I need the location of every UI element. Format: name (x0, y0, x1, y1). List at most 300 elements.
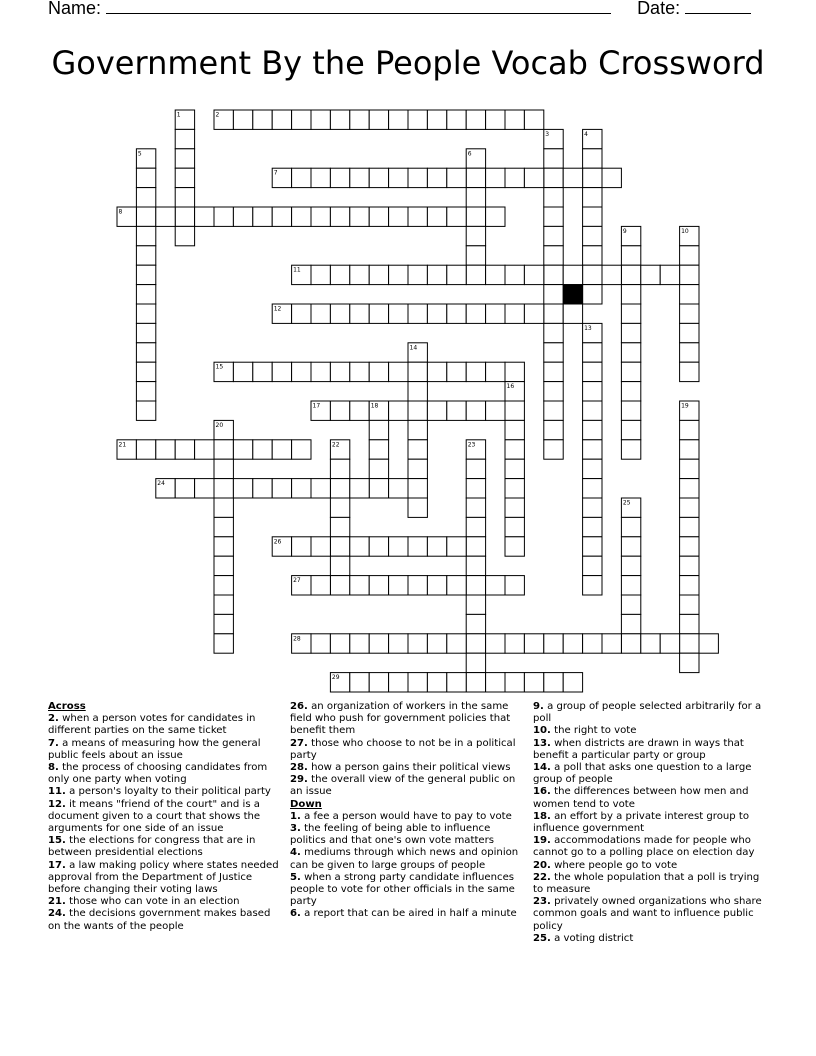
grid-cell[interactable] (583, 576, 602, 595)
grid-cell[interactable] (680, 498, 699, 517)
grid-cell[interactable] (408, 110, 427, 129)
grid-cell[interactable] (563, 634, 582, 653)
grid-cell[interactable] (602, 168, 621, 187)
grid-cell[interactable] (621, 343, 640, 362)
grid-cell[interactable] (486, 265, 505, 284)
grid-cell[interactable] (427, 576, 446, 595)
grid-cell[interactable] (524, 265, 543, 284)
grid-cell[interactable] (524, 168, 543, 187)
grid-cell[interactable] (427, 304, 446, 323)
grid-cell[interactable] (505, 420, 524, 439)
grid-cell[interactable] (408, 440, 427, 459)
grid-cell[interactable] (427, 265, 446, 284)
grid-cell[interactable] (175, 188, 194, 207)
grid-cell[interactable] (350, 576, 369, 595)
grid-cell[interactable] (389, 537, 408, 556)
grid-cell[interactable] (214, 459, 233, 478)
grid-cell[interactable] (505, 401, 524, 420)
grid-cell[interactable] (330, 459, 349, 478)
grid-cell[interactable] (427, 362, 446, 381)
grid-cell[interactable] (175, 168, 194, 187)
grid-cell[interactable] (544, 207, 563, 226)
grid-cell[interactable] (330, 362, 349, 381)
grid-cell[interactable] (680, 362, 699, 381)
grid-cell[interactable] (253, 110, 272, 129)
grid-cell[interactable] (466, 614, 485, 633)
grid-cell[interactable] (136, 304, 155, 323)
grid-cell[interactable] (602, 634, 621, 653)
grid-cell[interactable] (583, 420, 602, 439)
grid-cell[interactable] (136, 207, 155, 226)
grid-cell[interactable] (660, 265, 679, 284)
grid-cell[interactable] (544, 285, 563, 304)
grid-cell[interactable] (272, 440, 291, 459)
grid-cell[interactable] (680, 440, 699, 459)
grid-cell[interactable] (369, 634, 388, 653)
grid-cell[interactable] (680, 285, 699, 304)
grid-cell[interactable] (466, 168, 485, 187)
grid-cell[interactable] (311, 479, 330, 498)
grid-cell[interactable] (466, 304, 485, 323)
grid-cell[interactable] (680, 537, 699, 556)
grid-cell[interactable] (350, 401, 369, 420)
grid-cell[interactable] (583, 265, 602, 284)
grid-cell[interactable] (583, 382, 602, 401)
grid-cell[interactable] (311, 265, 330, 284)
grid-cell[interactable] (233, 479, 252, 498)
grid-cell[interactable] (602, 265, 621, 284)
grid-cell[interactable] (369, 362, 388, 381)
grid-cell[interactable] (214, 517, 233, 536)
grid-cell[interactable] (136, 362, 155, 381)
grid-cell[interactable] (524, 673, 543, 692)
grid-cell[interactable] (214, 614, 233, 633)
grid-cell[interactable] (486, 634, 505, 653)
grid-cell[interactable] (544, 246, 563, 265)
grid-cell[interactable] (369, 168, 388, 187)
grid-cell[interactable] (175, 129, 194, 148)
grid-cell[interactable] (486, 362, 505, 381)
grid-cell[interactable] (214, 207, 233, 226)
grid-cell[interactable] (311, 207, 330, 226)
grid-cell[interactable] (621, 285, 640, 304)
grid-cell[interactable] (583, 498, 602, 517)
grid-cell[interactable] (447, 110, 466, 129)
grid-cell[interactable] (447, 168, 466, 187)
grid-cell[interactable] (563, 168, 582, 187)
grid-cell[interactable] (175, 226, 194, 245)
grid-cell[interactable] (156, 207, 175, 226)
grid-cell[interactable] (389, 401, 408, 420)
grid-cell[interactable] (621, 576, 640, 595)
grid-cell[interactable] (486, 207, 505, 226)
grid-cell[interactable] (621, 265, 640, 284)
grid-cell[interactable] (505, 479, 524, 498)
grid-cell[interactable] (330, 537, 349, 556)
grid-cell[interactable] (583, 459, 602, 478)
grid-cell[interactable] (544, 343, 563, 362)
grid-cell[interactable] (466, 479, 485, 498)
grid-cell[interactable] (447, 634, 466, 653)
grid-cell[interactable] (408, 673, 427, 692)
grid-cell[interactable] (466, 246, 485, 265)
grid-cell[interactable] (330, 556, 349, 575)
grid-cell[interactable] (136, 343, 155, 362)
grid-cell[interactable] (447, 207, 466, 226)
grid-cell[interactable] (544, 265, 563, 284)
grid-cell[interactable] (408, 479, 427, 498)
grid-cell[interactable] (369, 110, 388, 129)
grid-cell[interactable] (408, 537, 427, 556)
grid-cell[interactable] (447, 401, 466, 420)
grid-cell[interactable] (505, 537, 524, 556)
grid-cell[interactable] (389, 362, 408, 381)
grid-cell[interactable] (486, 673, 505, 692)
grid-cell[interactable] (427, 537, 446, 556)
grid-cell[interactable] (544, 382, 563, 401)
grid-cell[interactable] (427, 168, 446, 187)
grid-cell[interactable] (350, 265, 369, 284)
grid-cell[interactable] (408, 265, 427, 284)
grid-cell[interactable] (680, 517, 699, 536)
grid-cell[interactable] (136, 168, 155, 187)
grid-cell[interactable] (369, 207, 388, 226)
grid-cell[interactable] (544, 323, 563, 342)
grid-cell[interactable] (214, 634, 233, 653)
grid-cell[interactable] (389, 673, 408, 692)
grid-cell[interactable] (350, 110, 369, 129)
grid-cell[interactable] (427, 673, 446, 692)
grid-cell[interactable] (214, 498, 233, 517)
grid-cell[interactable] (621, 420, 640, 439)
grid-cell[interactable] (466, 595, 485, 614)
grid-cell[interactable] (544, 168, 563, 187)
grid-cell[interactable] (311, 110, 330, 129)
grid-cell[interactable] (486, 576, 505, 595)
grid-cell[interactable] (447, 265, 466, 284)
grid-cell[interactable] (253, 207, 272, 226)
grid-cell[interactable] (175, 149, 194, 168)
grid-cell[interactable] (253, 440, 272, 459)
grid-cell[interactable] (680, 343, 699, 362)
grid-cell[interactable] (233, 207, 252, 226)
grid-cell[interactable] (583, 362, 602, 381)
grid-cell[interactable] (524, 110, 543, 129)
grid-cell[interactable] (505, 362, 524, 381)
grid-cell[interactable] (447, 673, 466, 692)
grid-cell[interactable] (369, 537, 388, 556)
grid-cell[interactable] (466, 653, 485, 672)
grid-cell[interactable] (447, 362, 466, 381)
grid-cell[interactable] (466, 537, 485, 556)
grid-cell[interactable] (330, 207, 349, 226)
grid-cell[interactable] (427, 207, 446, 226)
grid-cell[interactable] (466, 110, 485, 129)
grid-cell[interactable] (272, 207, 291, 226)
grid-cell[interactable] (505, 265, 524, 284)
grid-cell[interactable] (136, 401, 155, 420)
grid-cell[interactable] (175, 207, 194, 226)
grid-cell[interactable] (311, 537, 330, 556)
grid-cell[interactable] (292, 440, 311, 459)
grid-cell[interactable] (544, 362, 563, 381)
grid-cell[interactable] (427, 401, 446, 420)
grid-cell[interactable] (621, 537, 640, 556)
grid-cell[interactable] (195, 479, 214, 498)
grid-cell[interactable] (505, 440, 524, 459)
grid-cell[interactable] (175, 479, 194, 498)
grid-cell[interactable] (544, 420, 563, 439)
grid-cell[interactable] (408, 207, 427, 226)
grid-cell[interactable] (680, 420, 699, 439)
grid-cell[interactable] (680, 614, 699, 633)
grid-cell[interactable] (311, 362, 330, 381)
grid-cell[interactable] (466, 188, 485, 207)
grid-cell[interactable] (466, 556, 485, 575)
grid-cell[interactable] (272, 110, 291, 129)
grid-cell[interactable] (408, 168, 427, 187)
grid-cell[interactable] (544, 188, 563, 207)
grid-cell[interactable] (330, 304, 349, 323)
grid-cell[interactable] (680, 653, 699, 672)
grid-cell[interactable] (466, 362, 485, 381)
grid-cell[interactable] (369, 440, 388, 459)
grid-cell[interactable] (233, 362, 252, 381)
grid-cell[interactable] (350, 207, 369, 226)
grid-cell[interactable] (311, 304, 330, 323)
grid-cell[interactable] (136, 323, 155, 342)
grid-cell[interactable] (680, 265, 699, 284)
grid-cell[interactable] (350, 634, 369, 653)
grid-cell[interactable] (466, 459, 485, 478)
grid-cell[interactable] (330, 479, 349, 498)
grid-cell[interactable] (680, 304, 699, 323)
grid-cell[interactable] (369, 304, 388, 323)
grid-cell[interactable] (136, 226, 155, 245)
grid-cell[interactable] (292, 168, 311, 187)
grid-cell[interactable] (389, 576, 408, 595)
grid-cell[interactable] (524, 304, 543, 323)
grid-cell[interactable] (292, 304, 311, 323)
grid-cell[interactable] (544, 673, 563, 692)
grid-cell[interactable] (544, 440, 563, 459)
grid-cell[interactable] (466, 226, 485, 245)
grid-cell[interactable] (544, 304, 563, 323)
grid-cell[interactable] (621, 362, 640, 381)
grid-cell[interactable] (350, 537, 369, 556)
grid-cell[interactable] (680, 556, 699, 575)
grid-cell[interactable] (621, 304, 640, 323)
grid-cell[interactable] (466, 634, 485, 653)
grid-cell[interactable] (505, 634, 524, 653)
grid-cell[interactable] (330, 401, 349, 420)
grid-cell[interactable] (583, 634, 602, 653)
grid-cell[interactable] (447, 537, 466, 556)
grid-cell[interactable] (350, 304, 369, 323)
grid-cell[interactable] (466, 517, 485, 536)
grid-cell[interactable] (486, 110, 505, 129)
grid-cell[interactable] (486, 168, 505, 187)
grid-cell[interactable] (389, 304, 408, 323)
grid-cell[interactable] (583, 168, 602, 187)
grid-cell[interactable] (350, 673, 369, 692)
grid-cell[interactable] (311, 168, 330, 187)
grid-cell[interactable] (621, 401, 640, 420)
grid-cell[interactable] (505, 517, 524, 536)
grid-cell[interactable] (330, 110, 349, 129)
grid-cell[interactable] (544, 149, 563, 168)
grid-cell[interactable] (330, 498, 349, 517)
grid-cell[interactable] (583, 246, 602, 265)
grid-cell[interactable] (621, 246, 640, 265)
grid-cell[interactable] (253, 479, 272, 498)
grid-cell[interactable] (389, 265, 408, 284)
grid-cell[interactable] (583, 517, 602, 536)
grid-cell[interactable] (486, 304, 505, 323)
grid-cell[interactable] (233, 110, 252, 129)
grid-cell[interactable] (583, 479, 602, 498)
grid-cell[interactable] (389, 110, 408, 129)
grid-cell[interactable] (505, 304, 524, 323)
grid-cell[interactable] (369, 265, 388, 284)
grid-cell[interactable] (389, 207, 408, 226)
grid-cell[interactable] (408, 498, 427, 517)
grid-cell[interactable] (330, 265, 349, 284)
grid-cell[interactable] (292, 362, 311, 381)
grid-cell[interactable] (408, 459, 427, 478)
grid-cell[interactable] (311, 634, 330, 653)
grid-cell[interactable] (447, 576, 466, 595)
grid-cell[interactable] (505, 673, 524, 692)
grid-cell[interactable] (505, 110, 524, 129)
grid-cell[interactable] (680, 634, 699, 653)
grid-cell[interactable] (330, 168, 349, 187)
grid-cell[interactable] (466, 265, 485, 284)
grid-cell[interactable] (292, 537, 311, 556)
grid-cell[interactable] (660, 634, 679, 653)
grid-cell[interactable] (408, 576, 427, 595)
grid-cell[interactable] (408, 304, 427, 323)
grid-cell[interactable] (408, 420, 427, 439)
grid-cell[interactable] (389, 168, 408, 187)
grid-cell[interactable] (369, 673, 388, 692)
grid-cell[interactable] (214, 479, 233, 498)
grid-cell[interactable] (563, 673, 582, 692)
grid-cell[interactable] (408, 401, 427, 420)
grid-cell[interactable] (156, 440, 175, 459)
grid-cell[interactable] (136, 440, 155, 459)
grid-cell[interactable] (389, 634, 408, 653)
grid-cell[interactable] (136, 188, 155, 207)
grid-cell[interactable] (641, 265, 660, 284)
grid-cell[interactable] (427, 634, 446, 653)
grid-cell[interactable] (136, 382, 155, 401)
grid-cell[interactable] (583, 188, 602, 207)
grid-cell[interactable] (466, 576, 485, 595)
grid-cell[interactable] (330, 634, 349, 653)
grid-cell[interactable] (389, 479, 408, 498)
grid-cell[interactable] (621, 595, 640, 614)
grid-cell[interactable] (583, 556, 602, 575)
grid-cell[interactable] (253, 362, 272, 381)
grid-cell[interactable] (214, 576, 233, 595)
grid-cell[interactable] (408, 362, 427, 381)
grid-cell[interactable] (214, 440, 233, 459)
grid-cell[interactable] (350, 168, 369, 187)
grid-cell[interactable] (680, 576, 699, 595)
grid-cell[interactable] (214, 595, 233, 614)
grid-cell[interactable] (292, 479, 311, 498)
grid-cell[interactable] (544, 226, 563, 245)
grid-cell[interactable] (621, 614, 640, 633)
grid-cell[interactable] (408, 634, 427, 653)
grid-cell[interactable] (680, 459, 699, 478)
grid-cell[interactable] (505, 498, 524, 517)
grid-cell[interactable] (427, 110, 446, 129)
grid-cell[interactable] (292, 207, 311, 226)
grid-cell[interactable] (292, 110, 311, 129)
grid-cell[interactable] (583, 207, 602, 226)
grid-cell[interactable] (136, 285, 155, 304)
grid-cell[interactable] (680, 479, 699, 498)
grid-cell[interactable] (621, 517, 640, 536)
grid-cell[interactable] (621, 323, 640, 342)
grid-cell[interactable] (621, 634, 640, 653)
grid-cell[interactable] (369, 420, 388, 439)
grid-cell[interactable] (330, 576, 349, 595)
grid-cell[interactable] (369, 576, 388, 595)
grid-cell[interactable] (214, 556, 233, 575)
grid-cell[interactable] (544, 634, 563, 653)
grid-cell[interactable] (350, 362, 369, 381)
grid-cell[interactable] (195, 207, 214, 226)
grid-cell[interactable] (583, 401, 602, 420)
grid-cell[interactable] (330, 517, 349, 536)
grid-cell[interactable] (583, 537, 602, 556)
grid-cell[interactable] (583, 343, 602, 362)
grid-cell[interactable] (524, 634, 543, 653)
grid-cell[interactable] (583, 149, 602, 168)
grid-cell[interactable] (466, 207, 485, 226)
grid-cell[interactable] (583, 226, 602, 245)
grid-cell[interactable] (466, 498, 485, 517)
grid-cell[interactable] (408, 382, 427, 401)
grid-cell[interactable] (699, 634, 718, 653)
grid-cell[interactable] (369, 479, 388, 498)
grid-cell[interactable] (486, 401, 505, 420)
grid-cell[interactable] (311, 576, 330, 595)
grid-cell[interactable] (641, 634, 660, 653)
grid-cell[interactable] (583, 285, 602, 304)
grid-cell[interactable] (233, 440, 252, 459)
grid-cell[interactable] (680, 323, 699, 342)
grid-cell[interactable] (136, 265, 155, 284)
grid-cell[interactable] (621, 440, 640, 459)
grid-cell[interactable] (544, 401, 563, 420)
grid-cell[interactable] (214, 537, 233, 556)
grid-cell[interactable] (680, 595, 699, 614)
grid-cell[interactable] (680, 246, 699, 265)
grid-cell[interactable] (583, 440, 602, 459)
grid-cell[interactable] (563, 304, 582, 323)
grid-cell[interactable] (350, 479, 369, 498)
grid-cell[interactable] (563, 265, 582, 284)
grid-cell[interactable] (621, 382, 640, 401)
grid-cell[interactable] (505, 576, 524, 595)
grid-cell[interactable] (272, 479, 291, 498)
grid-cell[interactable] (621, 556, 640, 575)
grid-cell[interactable] (175, 440, 194, 459)
